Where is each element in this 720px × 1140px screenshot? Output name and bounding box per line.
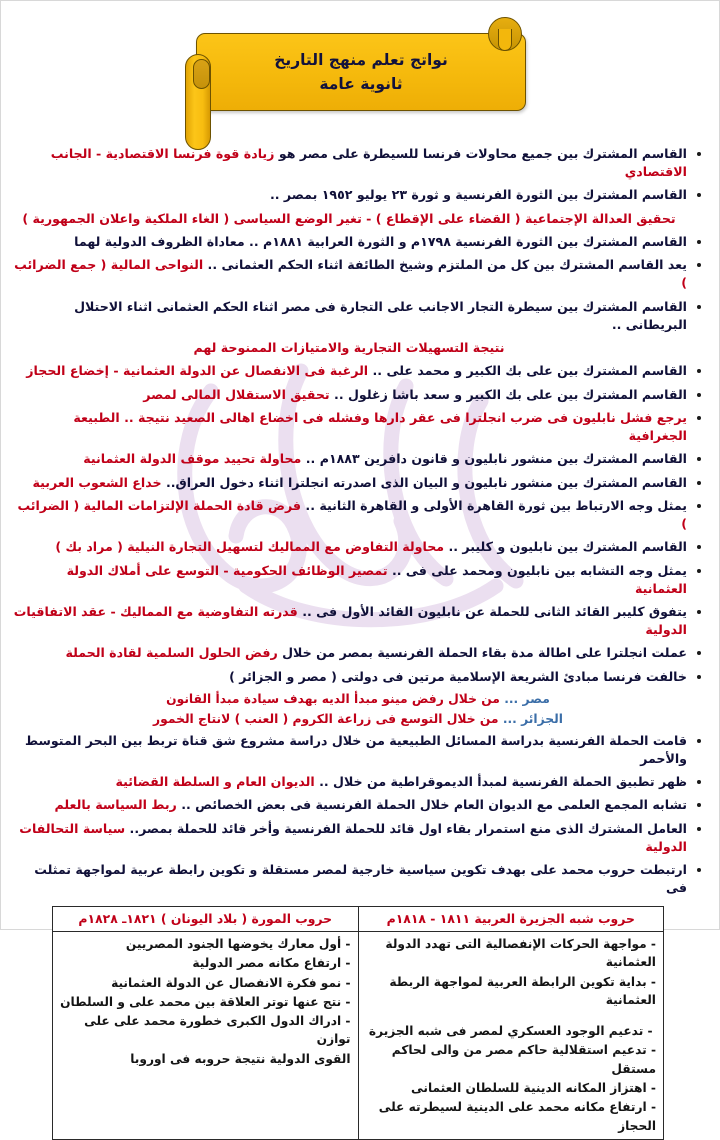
table-cell-arabia: [358, 931, 664, 1139]
sub-item-text: من خلال رفض مينو مبدأ الديه بهدف سيادة مبدأ القانون: [166, 691, 500, 706]
cell-line: - أول معارك يخوضها الجنود المصريين: [125, 936, 351, 951]
bullet-question: القاسم المشترك بين سيطرة التجار الاجانب على التجارة فى مصر اثناء الحكم العثمانى اثناء الاحتلال البريطانى ..: [74, 298, 687, 332]
cell-line: - تدعيم الوجود العسكري لمصر فى شبه الجزيرة: [368, 1024, 653, 1039]
cell-line: - نتج عنها توتر العلاقة بين محمد على و السلطان: [60, 994, 351, 1009]
table-cell-morea: [53, 931, 359, 1139]
list-item: [11, 668, 705, 686]
list-item: [11, 233, 705, 251]
bullet-question: القاسم المشترك بين الثورة الفرنسية و ثورة ٢٣ يوليو ١٩٥٢ بمصر ..: [269, 187, 687, 203]
list-item: [11, 409, 705, 445]
list-item: [11, 298, 705, 334]
list-item: [11, 603, 705, 639]
list-item: [11, 732, 705, 768]
main-content: [1, 145, 719, 1140]
list-item-answer-line: [11, 210, 705, 228]
table-body: [53, 931, 664, 1139]
list-item: [11, 256, 705, 292]
list-item: [11, 362, 705, 380]
scroll-roll-right-icon: [488, 17, 522, 51]
table-header-cell-morea: حروب المورة ( بلاد اليونان ) ١٨٢١ـ ١٨٢٨م: [53, 906, 359, 931]
bullet-question: القاسم المشترك بين جميع محاولات فرنسا للسيطرة على مصر هو: [278, 146, 687, 161]
list-item: [11, 562, 705, 598]
sub-item-label: الجزائر ...: [502, 712, 563, 727]
scroll-roll-left-icon: [185, 54, 211, 150]
list-item-answer-line: [11, 339, 705, 357]
bullet-question: قامت الحملة الفرنسية بدراسة المسائل الطبيعية من خلال: [331, 732, 687, 748]
list-item: [11, 474, 705, 492]
header-banner-area: [1, 1, 719, 151]
bullet-answer: الديوان العام و السلطة القضائية: [115, 774, 315, 790]
bullet-question: ارتبطت حروب محمد على بهدف تكوين سياسية خارجية لمصر مستقلة و تكوين رابطة عربية لمواجهة تمثلت فى: [34, 862, 687, 895]
bullet-question: يتفوق كليبر القائد الثانى للحملة عن نابليون القائد الأول فى ..: [302, 603, 687, 619]
sub-list-item: [11, 691, 705, 708]
list-item: [11, 796, 705, 814]
bullet-question: ظهر تطبيق الحملة الفرنسية لمبدأ الديموقراطية من خلال ..: [319, 774, 687, 790]
bullet-question: القاسم المشترك بين الثورة الفرنسية ١٧٩٨م و الثورة العرابية ١٨٨١م ..: [249, 234, 687, 249]
bullet-question: عملت انجلترا على اطالة مدة بقاء الحملة الفرنسية بمصر من خلال: [282, 645, 687, 661]
bullet-answer: قدرته التفاوضية مع المماليك - عقد الاتفاقيات الدولية: [13, 603, 687, 637]
wars-comparison-table: [52, 906, 664, 1140]
table-head: [53, 906, 664, 931]
bullet-answer: تمصير الوظائف الحكومية - التوسع على أملاك الدولة العثمانية: [66, 562, 687, 596]
page-title-line-2: ثانوية عامة: [319, 74, 403, 93]
bullet-answer: سياسة التحالفات الدولية: [19, 820, 687, 854]
title-banner: [196, 33, 526, 111]
list-item: [11, 861, 705, 897]
sub-list-item: [11, 711, 705, 728]
page-title-line-1: نواتج تعلم منهج التاريخ: [274, 50, 448, 69]
learning-outcomes-list: [11, 145, 705, 897]
cell-line: - ادراك الدول الكبرى خطورة محمد على على توازن: [84, 1014, 351, 1047]
table-row: [53, 931, 664, 1139]
cell-line: - بداية تكوين الرابطة العربية لمواجهة الربطة العثمانية: [389, 974, 656, 1007]
bullet-answer: دراسة مشروع شق قناة تربط بين البحر المتوسط والأحمر: [25, 732, 687, 766]
bullet-question: القاسم المشترك بين على بك الكبير و محمد على ..: [372, 363, 687, 379]
bullet-answer: فرض قادة الحملة الإلتزامات المالية ( الضرائب ): [17, 498, 687, 531]
cell-line: - ارتفاع مكانه مصر الدولية: [192, 956, 351, 971]
list-item: [11, 644, 705, 662]
bullet-question: يرجع فشل نابليون فى ضرب انجلترا فى عقر دارها وفشله فى اخضاع اهالى الصعيد نتيجة ..: [124, 410, 687, 425]
list-item: [11, 386, 705, 404]
sub-item-text: من خلال التوسع فى زراعة الكروم ( العنب ) لانتاج الخمور: [153, 712, 499, 727]
bullet-answer: النواحى المالية ( جمع الضرائب ): [14, 257, 687, 291]
cell-line: - نمو فكرة الانفصال عن الدولة العثمانية: [111, 975, 351, 990]
bullet-question: القاسم المشترك بين نابليون و كليبر ..: [448, 539, 687, 555]
bullet-answer: تحقيق الاستقلال المالى لمصر: [143, 386, 330, 402]
table-header-cell-arabia: حروب شبه الجزيرة العربية ١٨١١ - ١٨١٨م: [358, 906, 664, 931]
bullet-answer: تحقيق العدالة الإجتماعية ( القضاء على الإقطاع ) - تغير الوضع السياسى ( الغاء الملكية واعلان الجمهورية ): [22, 210, 676, 226]
bullet-question: يمثل وجه التشابه بين نابليون ومحمد على فى ..: [391, 562, 687, 578]
bullet-answer: معاداة الظروف الدولية لهما: [74, 234, 245, 249]
list-item: [11, 497, 705, 533]
bullet-answer: الطبيعة الجغرافية: [73, 410, 687, 443]
bullet-answer: ربط السياسة بالعلم: [54, 797, 177, 813]
bullet-answer: الرغبة فى الانفصال عن الدولة العثمانية - إخضاع الحجاز: [26, 363, 369, 379]
cell-line: - ارتفاع مكانه محمد على الدينية لسيطرته على الحجاز: [378, 1100, 656, 1133]
sub-item-label: مصر ...: [504, 691, 550, 706]
bullet-answer: نتيجة التسهيلات التجارية والامتيازات الممنوحة لهم: [193, 339, 505, 355]
list-item: [11, 186, 705, 204]
bullet-question: القاسم المشترك بين على بك الكبير و سعد باشا زغلول ..: [334, 386, 687, 402]
bullet-question: العامل المشترك الذى منع استمرار بقاء اول قائد للحملة الفرنسية وأخر قائد للحملة بمصر..: [129, 820, 687, 836]
bullet-question: تشابه المجمع العلمى مع الديوان العام خلال الحملة الفرنسية فى بعض الخصائص ..: [181, 797, 687, 813]
list-item: [11, 773, 705, 791]
table-header-row: [53, 906, 664, 931]
bullet-question: القاسم المشترك بين منشور نابليون و قانون دافرين ١٨٨٣م ..: [305, 451, 687, 467]
cell-line: القوى الدولية نتيجة حروبه فى اوروبا: [130, 1051, 351, 1066]
bullet-answer: محاولة التفاوض مع المماليك لتسهيل التجارة النيلية ( مراد بك ): [55, 539, 445, 555]
bullet-question: يمثل وجه الارتباط بين ثورة القاهرة الأولى و القاهرة الثانية ..: [305, 498, 687, 513]
bullet-answer: محاولة تحييد موقف الدولة العثمانية: [83, 451, 302, 467]
list-item: [11, 450, 705, 468]
bullet-question: يعد القاسم المشترك بين كل من الملتزم وشيخ الطائفة اثناء الحكم العثمانى ..: [207, 257, 687, 273]
cell-line: - مواجهة الحركات الإنفصالية التى تهدد الدولة العثمانية: [385, 936, 656, 970]
bullet-answer: خداع الشعوب العربية: [32, 474, 162, 490]
list-item: [11, 145, 705, 181]
bullet-question: خالفت فرنسا مبادئ الشريعة الإسلامية مرتين فى دولتى ( مصر و الجزائر ): [229, 668, 687, 684]
bullet-answer: رفض الحلول السلمية لقادة الحملة: [65, 645, 278, 661]
cell-line: - اهتزاز المكانه الدينية للسلطان العثمانى: [411, 1080, 656, 1095]
list-item: [11, 820, 705, 856]
list-item: [11, 538, 705, 556]
cell-line: - تدعيم استقلالية حاكم مصر من والى لحاكم مستقل: [391, 1043, 656, 1076]
bullet-question: القاسم المشترك بين منشور نابليون و البيان الذى اصدرته انجلترا اثناء دخول العراق..: [165, 474, 687, 490]
bullet-answer: زيادة قوة فرنسا الاقتصادية - الجانب الاقتصادي: [50, 146, 687, 179]
